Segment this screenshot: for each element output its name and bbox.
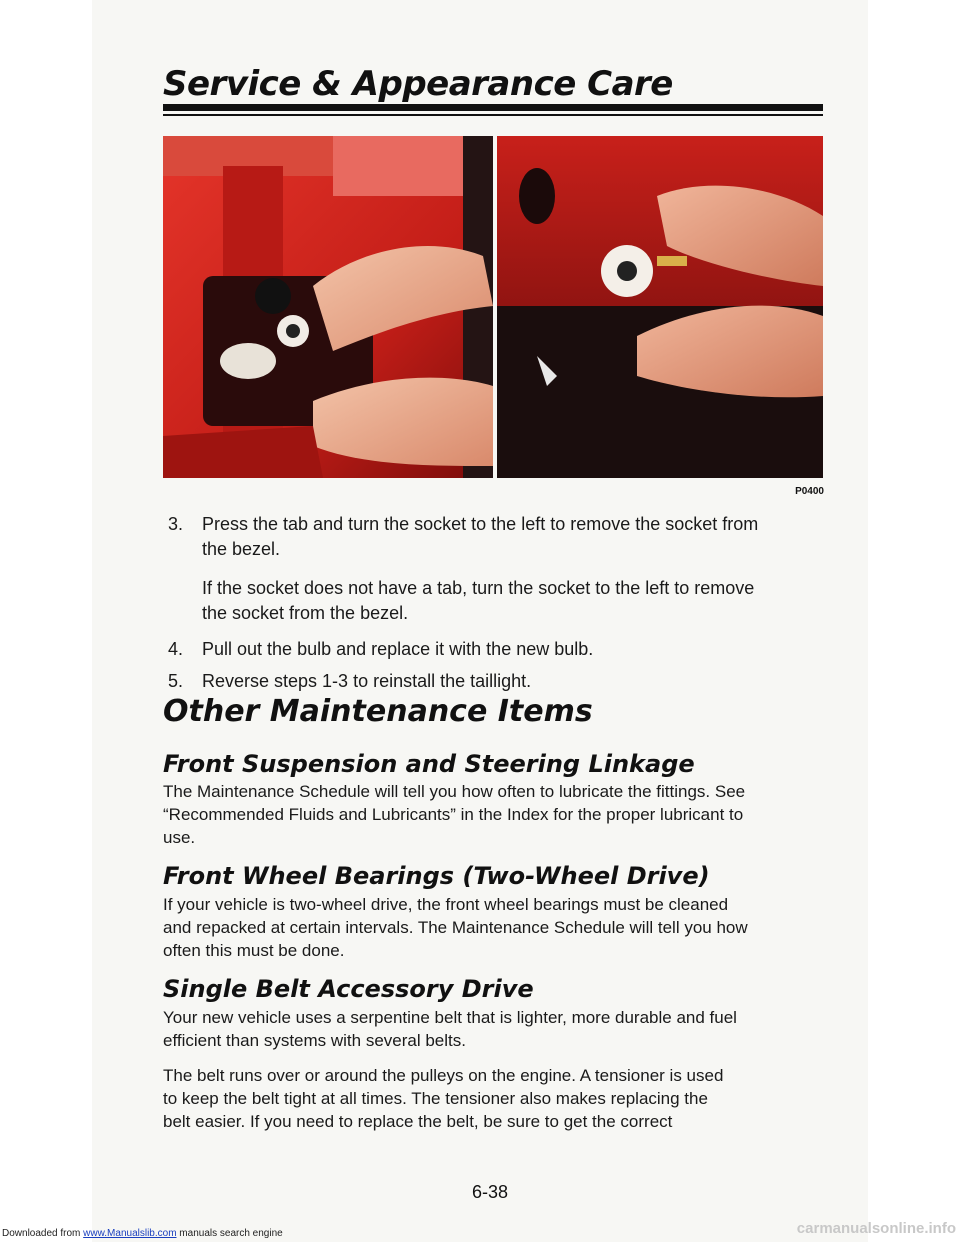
paragraph [163, 780, 823, 849]
step-text-line: Press the tab and turn the socket to the left to remove the socket from [202, 514, 759, 534]
subsection-heading-front-wheel-bearings: Front Wheel Bearings (Two-Wheel Drive) [163, 862, 710, 890]
paragraph-line: use. [163, 828, 196, 847]
step-4 [168, 637, 818, 662]
paragraph-line: efficient than systems with several belts. [163, 1031, 466, 1050]
site-watermark: carmanualsonline.info [796, 1220, 956, 1237]
header-rule-thick [163, 104, 823, 111]
step-text-line: the socket from the bezel. [202, 603, 409, 623]
paragraph-line: “Recommended Fluids and Lubricants” in the Index for the proper lubricant to [163, 805, 744, 824]
step-text-line: Pull out the bulb and replace it with the new bulb. [202, 639, 594, 659]
photo-left-illustration [163, 136, 493, 478]
step-number: 4. [168, 639, 184, 659]
step-text-line: the bezel. [202, 539, 281, 559]
subsection-heading-single-belt: Single Belt Accessory Drive [163, 975, 534, 1003]
watermark-prefix: Downloaded from [2, 1228, 84, 1239]
download-watermark [2, 1228, 283, 1239]
page-number: 6-38 [471, 1182, 509, 1202]
paragraph-line: If your vehicle is two-wheel drive, the front wheel bearings must be cleaned [163, 895, 729, 914]
subsection-heading-front-suspension: Front Suspension and Steering Linkage [163, 750, 695, 778]
section-title: Other Maintenance Items [163, 694, 593, 729]
step-text-line: If the socket does not have a tab, turn the socket to the left to remove [202, 578, 755, 598]
paragraph-line: often this must be done. [163, 941, 345, 960]
step-3-note [168, 576, 818, 626]
step-number: 5. [168, 671, 184, 691]
page-header-title: Service & Appearance Care [163, 64, 673, 104]
paragraph-line: to keep the belt tight at all times. The tensioner also makes replacing the [163, 1089, 708, 1108]
figure-code: P0400 [795, 486, 824, 497]
watermark-link[interactable]: www.Manualslib.com [83, 1228, 177, 1239]
step-5 [168, 669, 818, 694]
paragraph [163, 893, 823, 962]
header-rule-thin [163, 114, 823, 116]
step-3 [168, 512, 818, 562]
step-text-line: Reverse steps 1-3 to reinstall the taillight. [202, 671, 532, 691]
paragraph-line: Your new vehicle uses a serpentine belt that is lighter, more durable and fuel [163, 1008, 737, 1027]
paragraph-line: and repacked at certain intervals. The Maintenance Schedule will tell you how [163, 918, 748, 937]
step-number: 3. [168, 514, 184, 534]
photo-right [497, 136, 823, 478]
photo-right-illustration [497, 136, 823, 478]
paragraph-line: The belt runs over or around the pulleys on the engine. A tensioner is used [163, 1066, 724, 1085]
paragraph-line: The Maintenance Schedule will tell you how often to lubricate the fittings. See [163, 782, 746, 801]
paragraph [163, 1006, 823, 1052]
paragraph-line: belt easier. If you need to replace the belt, be sure to get the correct [163, 1112, 673, 1131]
paragraph [163, 1064, 823, 1133]
photo-left [163, 136, 493, 478]
watermark-suffix: manuals search engine [176, 1228, 283, 1239]
